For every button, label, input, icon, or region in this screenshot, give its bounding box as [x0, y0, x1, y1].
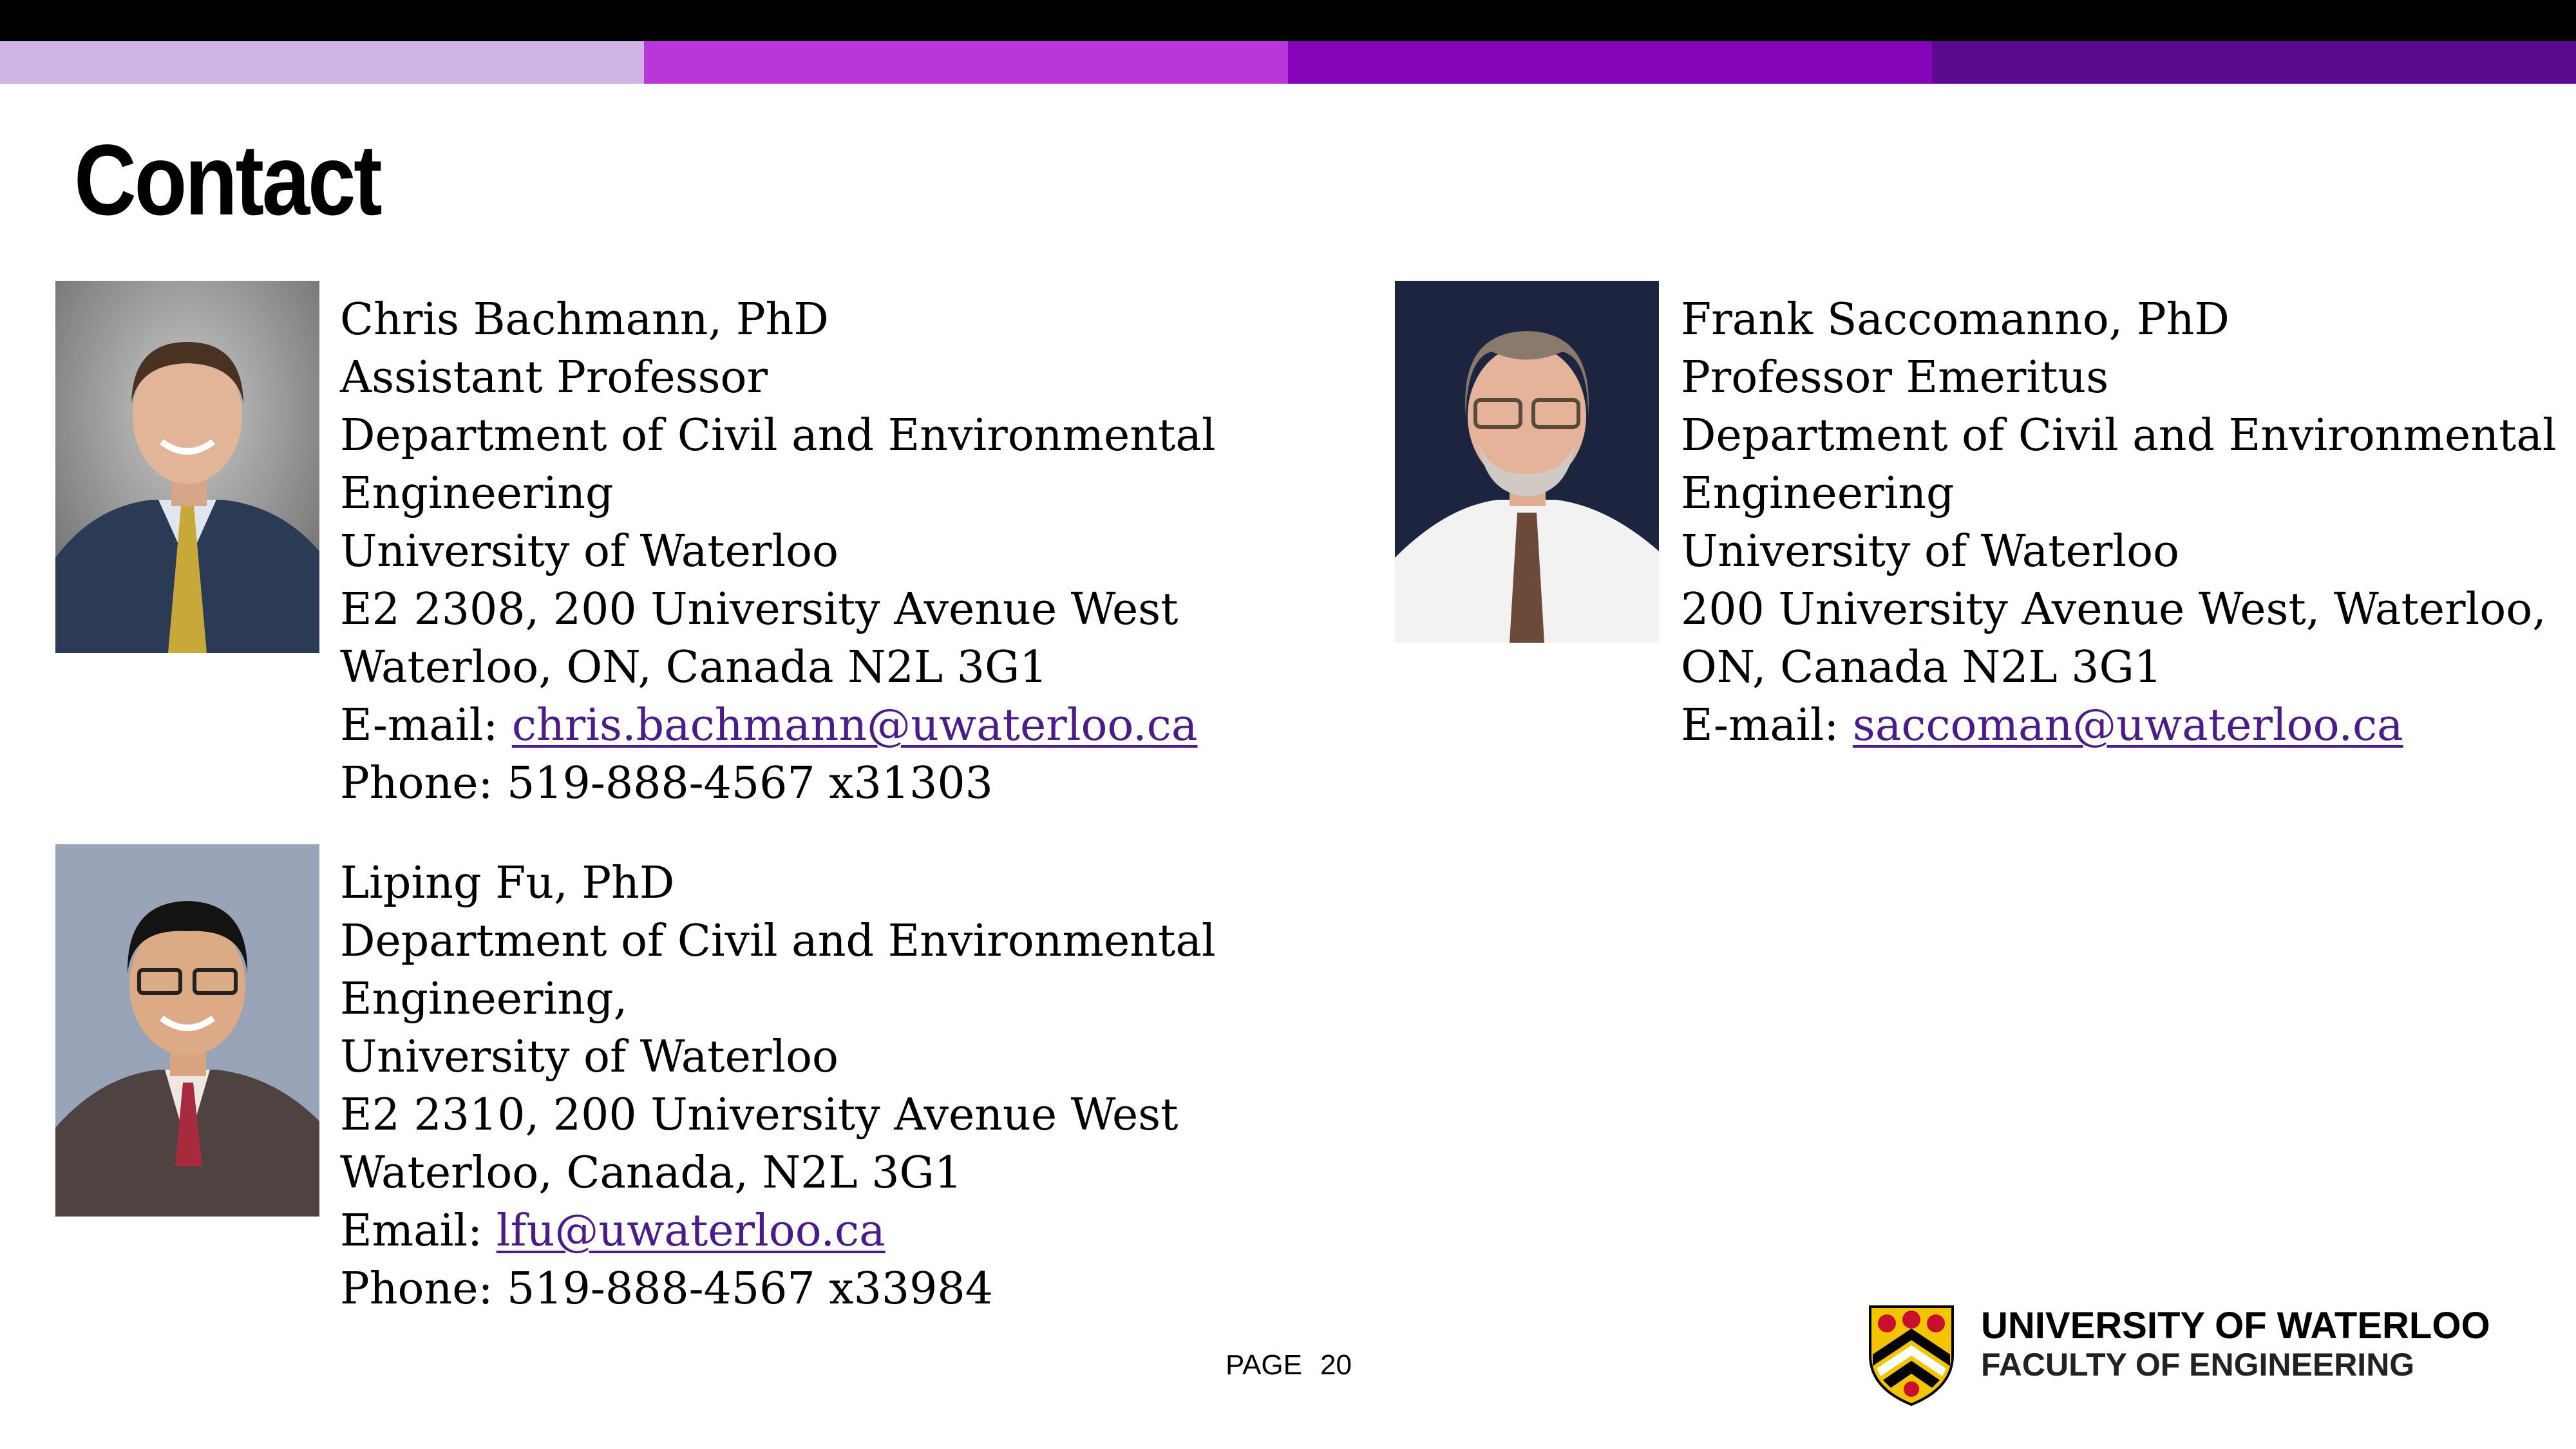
contact-address: E2 2308, 200 University Avenue West: [340, 584, 1179, 635]
contact-department: Department of Civil and Environmental: [340, 916, 1216, 967]
contact-name: Liping Fu, PhD: [340, 858, 675, 909]
contact-phone: Phone: 519-888-4567 x33984: [340, 1264, 993, 1314]
contact-card-saccomanno: [1681, 291, 2557, 755]
portrait-saccomanno-icon: [1395, 281, 1659, 643]
page-label: PAGE: [1226, 1349, 1303, 1381]
university-logo: [1868, 1304, 2512, 1414]
contact-phone: Phone: 519-888-4567 x31303: [340, 758, 993, 809]
color-stripe: [0, 41, 2576, 84]
contact-card-bachmann: [340, 291, 1216, 813]
logo-university-text: UNIVERSITY OF WATERLOO: [1981, 1305, 2490, 1347]
page-number: [1226, 1349, 1352, 1381]
stripe-segment-4: [1932, 41, 2576, 84]
portrait-fu-icon: [55, 844, 319, 1217]
stripe-segment-3: [1288, 41, 1932, 84]
waterloo-shield-icon: [1868, 1304, 1955, 1407]
contact-title: Professor Emeritus: [1681, 352, 2109, 403]
email-link[interactable]: lfu@uwaterloo.ca: [496, 1206, 886, 1256]
contact-email-line: [340, 1202, 1216, 1260]
contact-department: Department of Civil and Environmental: [340, 410, 1216, 461]
contact-title: Assistant Professor: [340, 352, 768, 403]
email-label: Email:: [340, 1206, 497, 1256]
contact-address: E2 2310, 200 University Avenue West: [340, 1090, 1179, 1141]
stripe-segment-2: [644, 41, 1288, 84]
contact-name: Chris Bachmann, PhD: [340, 294, 829, 345]
contact-city: ON, Canada N2L 3G1: [1681, 642, 2163, 693]
contact-department-cont: Engineering: [340, 468, 614, 519]
contact-city: Waterloo, ON, Canada N2L 3G1: [340, 642, 1048, 693]
contact-department: Department of Civil and Environmental: [1681, 410, 2557, 461]
contact-department-cont: Engineering,: [340, 974, 628, 1025]
contact-city: Waterloo, Canada, N2L 3G1: [340, 1148, 963, 1198]
portrait-bachmann-icon: [55, 281, 319, 653]
contact-card-fu: [340, 855, 1216, 1318]
logo-faculty-text: FACULTY OF ENGINEERING: [1981, 1347, 2415, 1383]
email-link[interactable]: chris.bachmann@uwaterloo.ca: [511, 700, 1198, 751]
email-label: E-mail:: [1681, 700, 1853, 751]
contact-university: University of Waterloo: [340, 1032, 838, 1083]
contact-email-line: [340, 697, 1216, 755]
page-number-value: 20: [1320, 1349, 1352, 1381]
contact-university: University of Waterloo: [1681, 526, 2179, 577]
contact-address: 200 University Avenue West, Waterloo,: [1681, 584, 2546, 635]
stripe-segment-1: [0, 41, 644, 84]
contact-name: Frank Saccomanno, PhD: [1681, 294, 2230, 345]
contact-department-cont: Engineering: [1681, 468, 1955, 519]
slide-title: Contact: [74, 124, 381, 236]
top-black-bar: [0, 0, 2576, 41]
email-link[interactable]: saccoman@uwaterloo.ca: [1852, 700, 2403, 751]
contact-email-line: [1681, 697, 2557, 755]
email-label: E-mail:: [340, 700, 512, 751]
contact-university: University of Waterloo: [340, 526, 838, 577]
